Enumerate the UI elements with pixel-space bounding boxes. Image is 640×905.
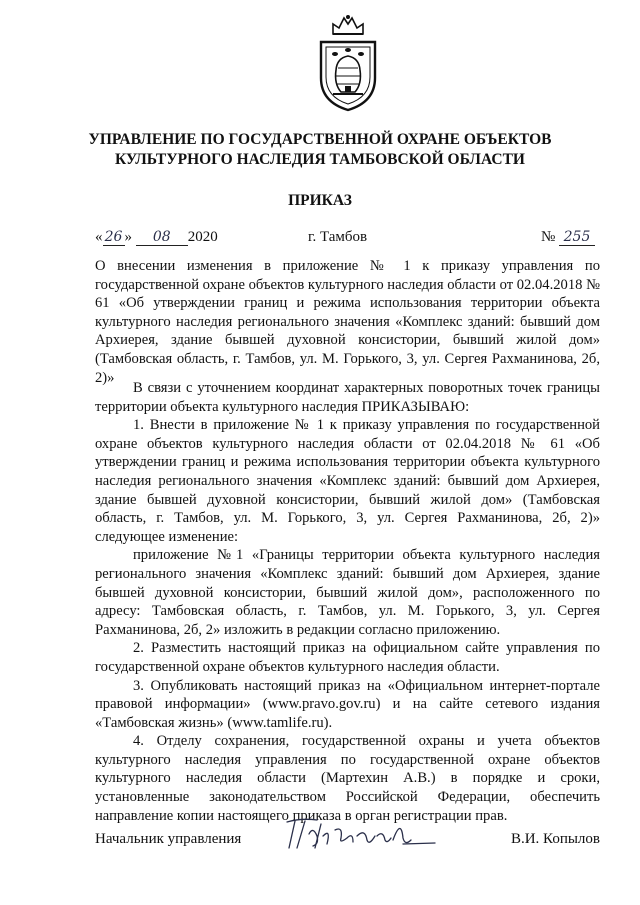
date-year: 2020	[187, 229, 218, 245]
item-1-detail-paragraph: приложение №1 «Границы территории объекта культурного наследия регионального значения «Комплекс зданий: бывший дом Архиерея, здание бывшей духовной консистории, бывший жилой дом», расположенного по адресу: Тамбовская область, г. Тамбов, ул. М. Горького, 3, ул. Сергея Рахманинова, 2б, 2» изложить в редакции согласно приложению.	[95, 547, 600, 638]
item-3-paragraph: 3. Опубликовать настоящий приказ на «Официальном интернет-портале правовой информации» (www.pravo.gov.ru) и на сайте сетевого издания «Тамбовская жизнь» (www.tamlife.ru).	[95, 677, 600, 731]
order-city: г. Тамбов	[308, 229, 368, 245]
date-quote-open: «	[95, 229, 103, 245]
organization-name	[60, 130, 580, 170]
coat-of-arms-icon	[311, 12, 385, 114]
item-2-paragraph: 2. Разместить настоящий приказ на официальном сайте управления по государственной охране объектов культурного наследия области.	[95, 640, 600, 675]
preamble-paragraph: В связи с уточнением координат характерных поворотных точек границы территории объекта культурного наследия ПРИКАЗЫВАЮ:	[95, 380, 600, 415]
order-date	[95, 229, 218, 246]
signatory-name: В.И. Копылов	[510, 831, 600, 847]
order-number-label: №	[540, 229, 556, 245]
date-month: 08	[136, 230, 188, 246]
order-number-value: 255	[559, 230, 595, 246]
document-type: ПРИКАЗ	[288, 192, 352, 209]
organization-line-2: КУЛЬТУРНОГО НАСЛЕДИЯ ТАМБОВСКОЙ ОБЛАСТИ	[115, 151, 525, 168]
signatory-title: Начальник управления	[95, 831, 242, 847]
order-subject: О внесении изменения в приложение № 1 к приказу управления по государственной охране объектов культурного наследия области от 02.04.2018 № 61 «Об утверждении границ и режима использования территории объекта культурного наследия регионального значения «Комплекс зданий: бывший дом Архиерея, здание бывшей духовной консистории, бывший жилой дом» (Тамбовская область, г. Тамбов, ул. М. Горького, 3, ул. Сергея Рахманинова, 2б, 2)»	[95, 258, 601, 386]
item-4-paragraph: 4. Отделу сохранения, государственной охраны и учета объектов культурного наследия управления по государственной охране объектов культурного наследия области (Мартехин А.В.) в порядке и сроки, установленные законодательством Российской Федерации, обеспечить направление копии настоящего приказа в орган регистрации прав.	[95, 733, 600, 824]
order-body	[95, 379, 600, 825]
order-meta-row	[95, 229, 595, 251]
date-day: 26	[103, 230, 125, 246]
organization-line-1: УПРАВЛЕНИЕ ПО ГОСУДАРСТВЕННОЙ ОХРАНЕ ОБЪЕКТОВ	[88, 131, 552, 148]
handwritten-signature	[283, 814, 439, 856]
signature-row	[95, 828, 600, 868]
order-number	[541, 229, 595, 246]
date-quote-close: »	[124, 229, 132, 245]
item-1-paragraph: 1. Внести в приложение № 1 к приказу управления по государственной охране объектов культурного наследия области от 02.04.2018 № 61 «Об утверждении границ и режима использования территории объекта культурного наследия регионального значения «Комплекс зданий: бывший дом Архиерея, здание бывшей духовной консистории, бывший жилой дом» (Тамбовская область, г. Тамбов, ул. М. Горького, 3, ул. Сергея Рахманинова, 2б, 2)» следующее изменение:	[95, 417, 600, 545]
